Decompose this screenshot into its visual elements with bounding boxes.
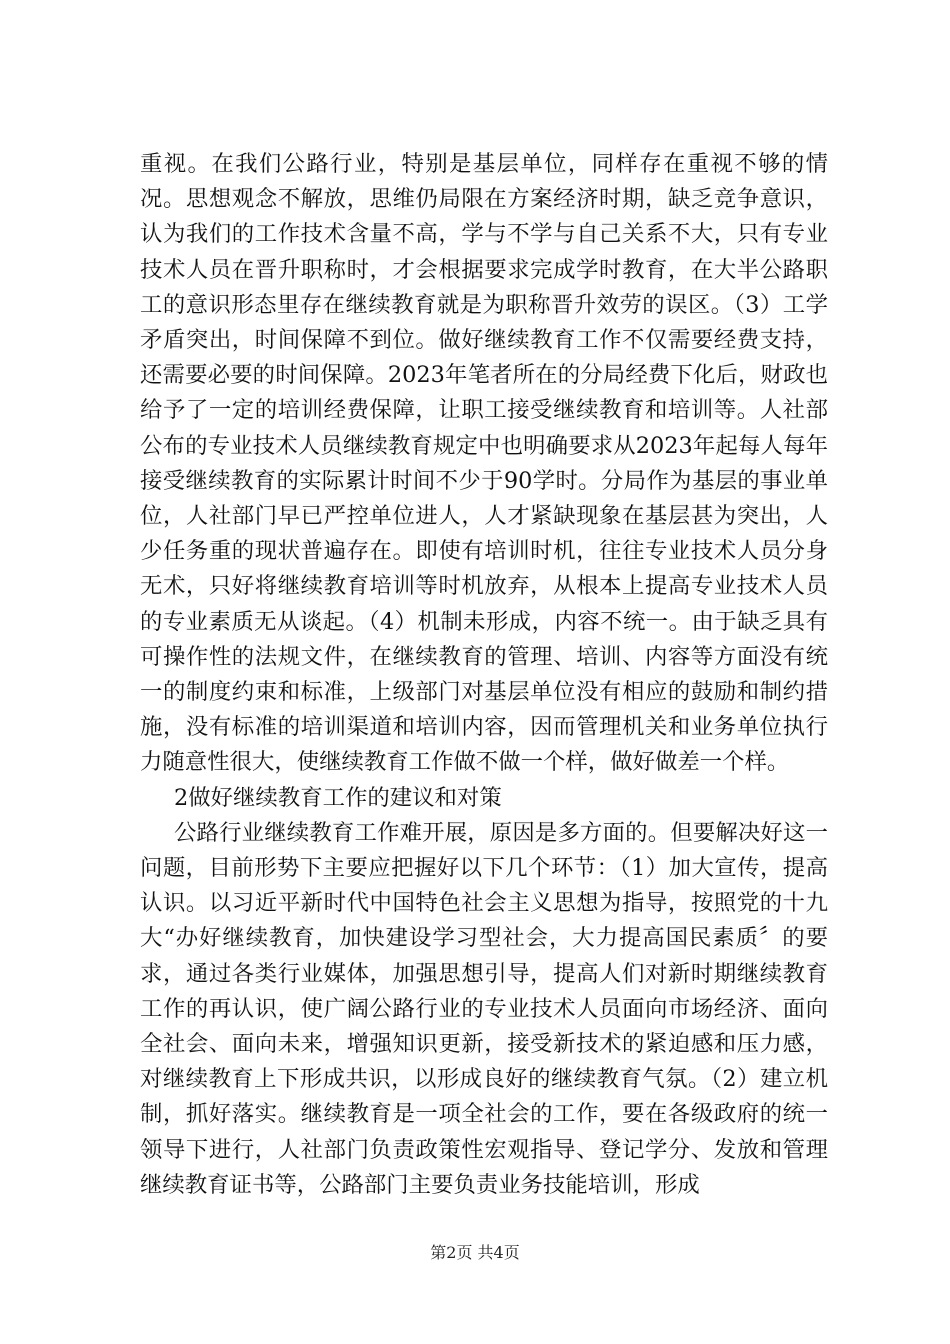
page-footer <box>0 1243 950 1263</box>
body-paragraph-2: 公路行业继续教育工作难开展，原因是多方面的。但要解决好这一问题，目前形势下主要应把握好以下几个环节：（1）加大宣传，提高认识。以习近平新时代中国特色社会主义思想为指导，按照党的十九大“办好继续教育，加快建设学习型社会，大力提高国民素质〞的要求，通过各类行业媒体，加强思想引导，提高人们对新时期继续教育工作的再认识，使广阔公路行业的专业技术人员面向市场经济、面向全社会、面向未来，增强知识更新，接受新技术的紧迫感和压力感，对继续教育上下形成共识，以形成良好的继续教育气氛。（2）建立机制，抓好落实。继续教育是一项全社会的工作，要在各级政府的统一领导下进行，人社部门负责政策性宏观指导、登记学分、发放和管理继续教育证书等，公路部门主要负责业务技能培训，形成 <box>140 819 828 1198</box>
document-body <box>140 147 828 1203</box>
section-heading: 2做好继续教育工作的建议和对策 <box>174 784 502 811</box>
body-paragraph-1: 重视。在我们公路行业，特别是基层单位，同样存在重视不够的情况。思想观念不解放，思维仍局限在方案经济时期，缺乏竞争意识，认为我们的工作技术含量不高，学与不学与自己关系不大，只有专业技术人员在晋升职称时，才会根据要求完成学时教育，在大半公路职工的意识形态里存在继续教育就是为职称晋升效劳的误区。（3）工学矛盾突出，时间保障不到位。做好继续教育工作不仅需要经费支持，还需要必要的时间保障。2023年笔者所在的分局经费下化后，财政也给予了一定的培训经费保障，让职工接受继续教育和培训等。人社部公布的专业技术人员继续教育规定中也明确要求从2023年起每人每年接受继续教育的实际累计时间不少于90学时。分局作为基层的事业单位，人社部门早已严控单位进人，人才紧缺现象在基层甚为突出，人少任务重的现状普遍存在。即使有培训时机，往往专业技术人员分身无术，只好将继续教育培训等时机放弃，从根本上提高专业技术人员的专业素质无从谈起。（4）机制未形成，内容不统一。由于缺乏具有可操作性的法规文件，在继续教育的管理、培训、内容等方面没有统一的制度约束和标准，上级部门对基层单位没有相应的鼓励和制约措施，没有标准的培训渠道和培训内容，因而管理机关和业务单位执行力随意性很大，使继续教育工作做不做一个样，做好做差一个样。 <box>140 151 828 776</box>
page-number-label: 第2页 共4页 <box>430 1243 520 1262</box>
